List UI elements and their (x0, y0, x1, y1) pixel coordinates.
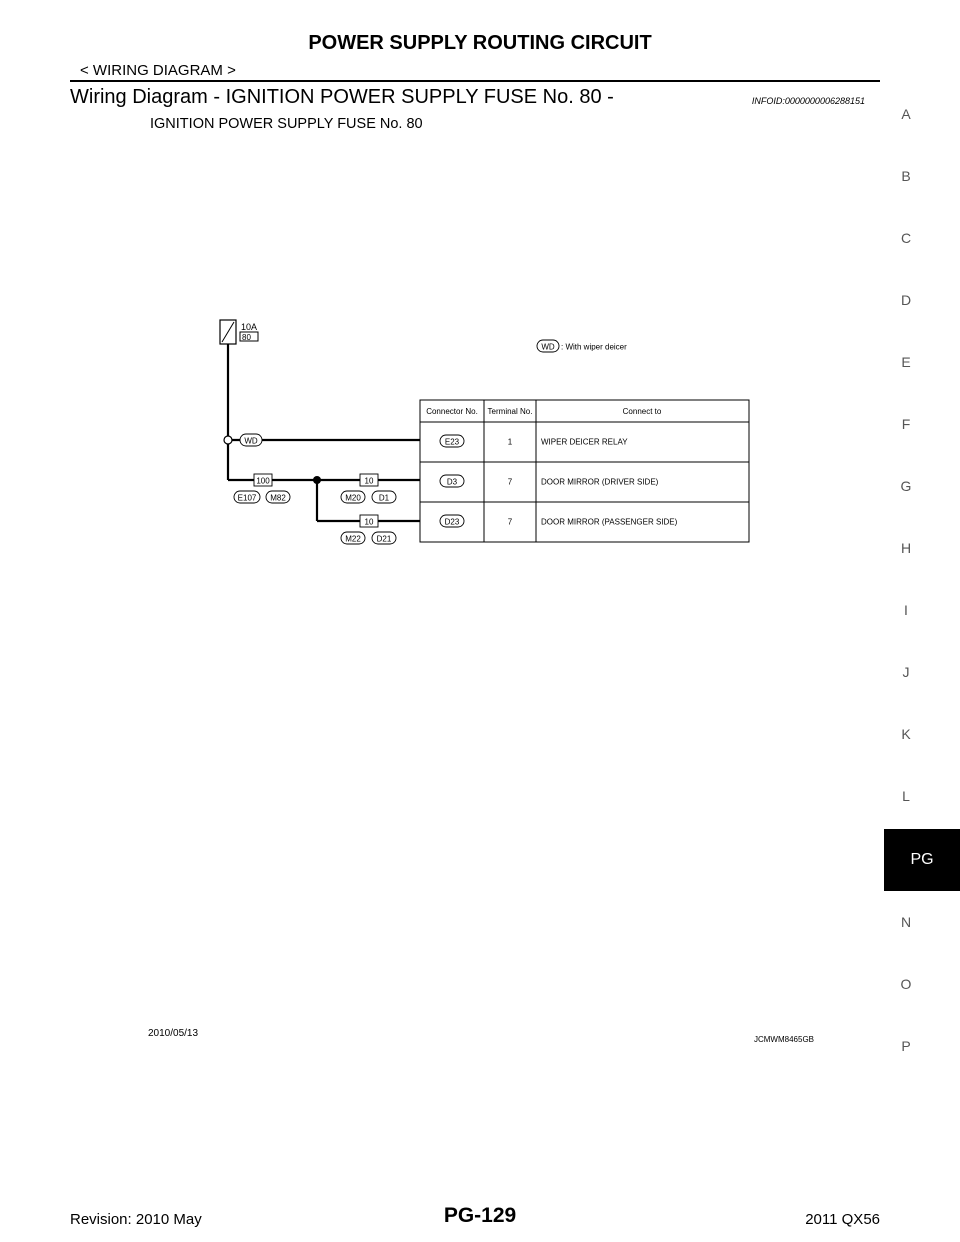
fuse-amp-label: 10A (241, 322, 258, 332)
index-letter-e[interactable]: E (901, 354, 911, 370)
index-letter-j[interactable]: J (902, 664, 910, 680)
page-title: POWER SUPPLY ROUTING CIRCUIT (308, 32, 652, 54)
table-connect-to: DOOR MIRROR (DRIVER SIDE) (541, 477, 659, 487)
table-terminal: 7 (507, 477, 513, 487)
connector-m20: M20 (345, 493, 361, 503)
table-connect-to: WIPER DEICER RELAY (541, 437, 628, 447)
branch2-terminal: 10 (364, 517, 374, 527)
table-header-connect-to: Connect to (622, 407, 662, 416)
index-letter-a[interactable]: A (901, 106, 911, 122)
model-label: 2011 QX56 (805, 1211, 880, 1228)
page-subtitle: < WIRING DIAGRAM > (80, 62, 236, 79)
diagram-code: JCMWM8465GB (753, 1035, 814, 1044)
table-connector: D3 (446, 477, 458, 487)
connector-m82: M82 (270, 493, 286, 503)
index-letter-b[interactable]: B (901, 168, 911, 184)
index-letter-n[interactable]: N (900, 914, 912, 930)
junction-terminal: 100 (256, 476, 270, 486)
table-connector: D23 (444, 517, 460, 527)
table-header-connector: Connector No. (426, 407, 478, 416)
index-letter-pg-active[interactable]: PG (884, 829, 960, 891)
page-number: PG-129 (443, 1204, 517, 1227)
table-connector: E23 (444, 437, 460, 447)
junction-dot (313, 476, 321, 484)
index-letter-i[interactable]: I (904, 602, 908, 618)
section-title: Wiring Diagram - IGNITION POWER SUPPLY FUSE No. 80 - (70, 86, 614, 108)
option-badge-label: WD (541, 342, 555, 352)
index-letter-f[interactable]: F (901, 416, 911, 432)
connector-e107: E107 (237, 493, 257, 503)
diagram-date: 2010/05/13 (148, 1028, 199, 1039)
index-letter-g[interactable]: G (900, 478, 912, 494)
table-connect-to: DOOR MIRROR (PASSENGER SIDE) (541, 517, 678, 527)
wire-option-badge-label: WD (244, 436, 258, 446)
table-terminal: 7 (507, 517, 513, 527)
index-letter-k[interactable]: K (901, 726, 911, 742)
index-letter-h[interactable]: H (900, 540, 912, 556)
table-header-terminal: Terminal No. (487, 407, 533, 416)
connector-m22: M22 (345, 534, 361, 544)
info-id: INFOID:0000000006288151 (751, 96, 865, 106)
index-letter-o[interactable]: O (900, 976, 912, 992)
table-terminal: 1 (507, 437, 513, 447)
diagram-title: IGNITION POWER SUPPLY FUSE No. 80 (150, 116, 423, 132)
index-letter-d[interactable]: D (900, 292, 912, 308)
index-letter-p[interactable]: P (901, 1038, 911, 1054)
connector-d1: D1 (378, 493, 390, 503)
index-letter-l[interactable]: L (902, 788, 910, 804)
splice-point (224, 436, 232, 444)
branch1-terminal: 10 (364, 476, 374, 486)
fuse-number-label: 80 (242, 333, 251, 342)
connector-d21: D21 (376, 534, 392, 544)
option-legend: : With wiper deicer (561, 342, 627, 352)
index-letter-c[interactable]: C (900, 230, 912, 246)
revision-label: Revision: 2010 May (70, 1211, 202, 1228)
